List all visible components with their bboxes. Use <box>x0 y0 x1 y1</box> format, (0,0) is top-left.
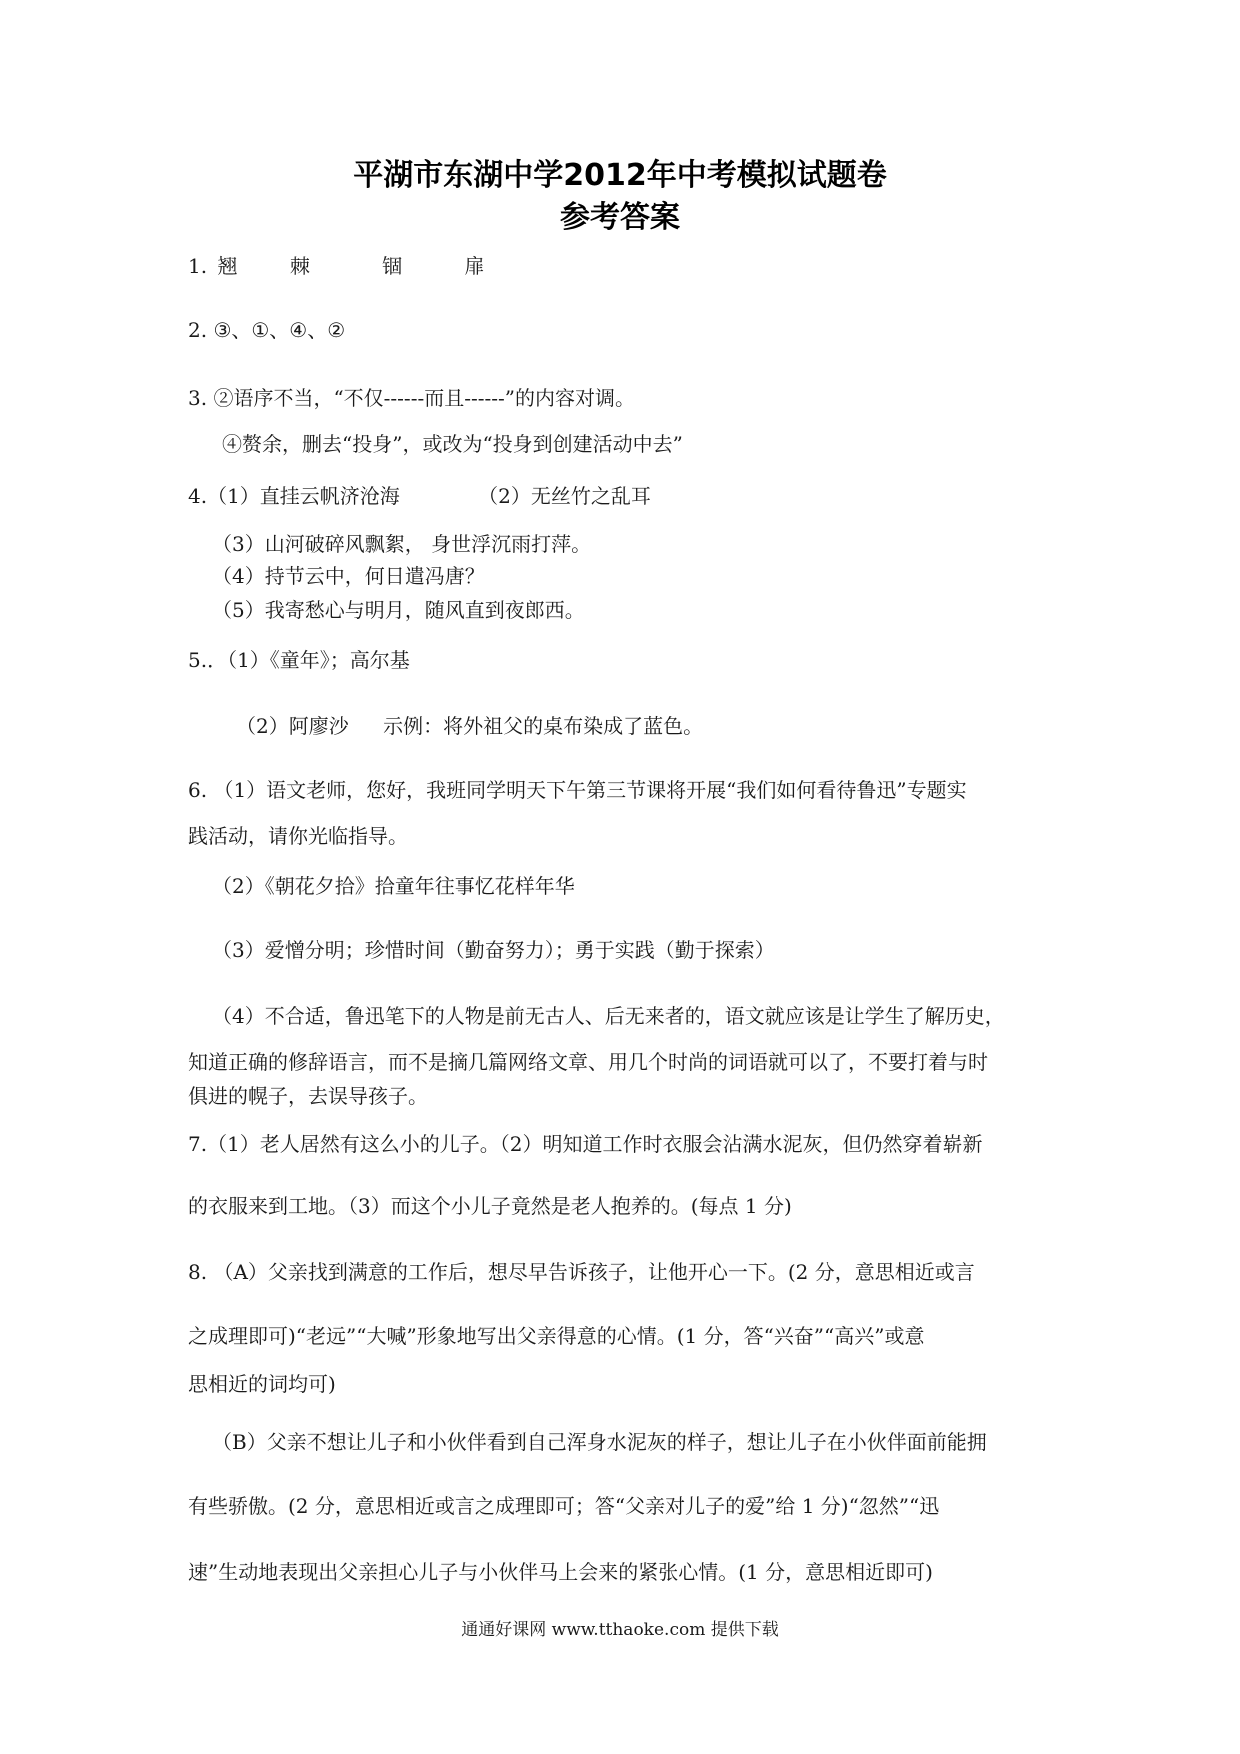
answer-4-item-3: （3）山河破碎风飘絮， 身世浮沉雨打萍。 <box>212 532 592 556</box>
document-subtitle: 参考答案 <box>560 200 680 235</box>
answer-1-number: 1. <box>188 254 208 278</box>
answer-1-char-2: 棘 <box>289 254 310 278</box>
answer-5-character: （2）阿廖沙 <box>236 714 349 738</box>
answer-4-item-1: 4.（1）直挂云帆济沧海 <box>188 484 400 508</box>
answer-8-line-2: 之成理即可)“老远”“大喊”形象地写出父亲得意的心情。(1 分，答“兴奋”“高兴”或意 <box>188 1324 925 1348</box>
answer-8-line-1: 8. （A）父亲找到满意的工作后，想尽早告诉孩子，让他开心一下。(2 分，意思相近或言 <box>188 1260 975 1284</box>
answer-7-line-1: 7.（1）老人居然有这么小的儿子。（2）明知道工作时衣服会沾满水泥灰，但仍然穿着崭新 <box>188 1132 983 1156</box>
answer-7-line-2: 的衣服来到工地。（3）而这个小儿子竟然是老人抱养的。(每点 1 分) <box>188 1194 792 1218</box>
answer-5-line-1: 5.．（1）《童年》；高尔基 <box>188 648 410 672</box>
answer-2: 2. ③、①、④、② <box>188 318 346 342</box>
answer-1-char-1: 翘 <box>217 254 238 278</box>
answer-8-line-4: （B）父亲不想让儿子和小伙伴看到自己浑身水泥灰的样子，想让儿子在小伙伴面前能拥 <box>212 1430 987 1454</box>
answer-5-example: 示例：将外祖父的桌布染成了蓝色。 <box>383 714 704 738</box>
answer-5-line-2 <box>236 716 703 736</box>
answer-6-line-5: （4）不合适，鲁迅笔下的人物是前无古人、后无来者的，语文就应该是让学生了解历史， <box>212 1004 1005 1028</box>
answer-4-line-1 <box>188 486 651 506</box>
answer-6-line-1: 6. （1）语文老师，您好，我班同学明天下午第三节课将开展“我们如何看待鲁迅”专题实 <box>188 778 967 802</box>
answer-6-line-3: （2）《朝花夕拾》拾童年往事忆花样年华 <box>212 874 575 898</box>
answer-8-line-5: 有些骄傲。(2 分，意思相近或言之成理即可；答“父亲对儿子的爱”给 1 分)“忽然”“迅 <box>188 1494 940 1518</box>
answer-3-line-2: ④赘余，删去“投身”，或改为“投身到创建活动中去” <box>222 432 683 456</box>
document-title: 平湖市东湖中学2012年中考模拟试题卷 <box>353 158 887 193</box>
answer-6-line-7: 俱进的幌子，去误导孩子。 <box>188 1084 428 1108</box>
answer-4-item-5: （5）我寄愁心与明月，随风直到夜郎西。 <box>212 598 585 622</box>
answer-6-line-2: 践活动，请你光临指导。 <box>188 824 408 848</box>
answer-1 <box>188 256 485 276</box>
page-footer: 通通好课网 www.tthaoke.com 提供下载 <box>461 1620 779 1640</box>
answer-6-line-4: （3）爱憎分明；珍惜时间（勤奋努力）；勇于实践（勤于探索） <box>212 938 775 962</box>
answer-4-item-4: （4）持节云中，何日遣冯唐？ <box>212 564 485 588</box>
answer-6-line-6: 知道正确的修辞语言，而不是摘几篇网络文章、用几个时尚的词语就可以了，不要打着与时 <box>188 1050 988 1074</box>
answer-1-char-3: 锢 <box>382 254 403 278</box>
answer-1-char-4: 扉 <box>464 254 485 278</box>
answer-8-line-3: 思相近的词均可) <box>188 1372 336 1396</box>
answer-4-item-2: （2）无丝竹之乱耳 <box>478 484 651 508</box>
answer-3-line-1: 3. ②语序不当，“不仅------而且------”的内容对调。 <box>188 386 635 410</box>
answer-8-line-6: 速”生动地表现出父亲担心儿子与小伙伴马上会来的紧张心情。(1 分，意思相近即可) <box>188 1560 933 1584</box>
